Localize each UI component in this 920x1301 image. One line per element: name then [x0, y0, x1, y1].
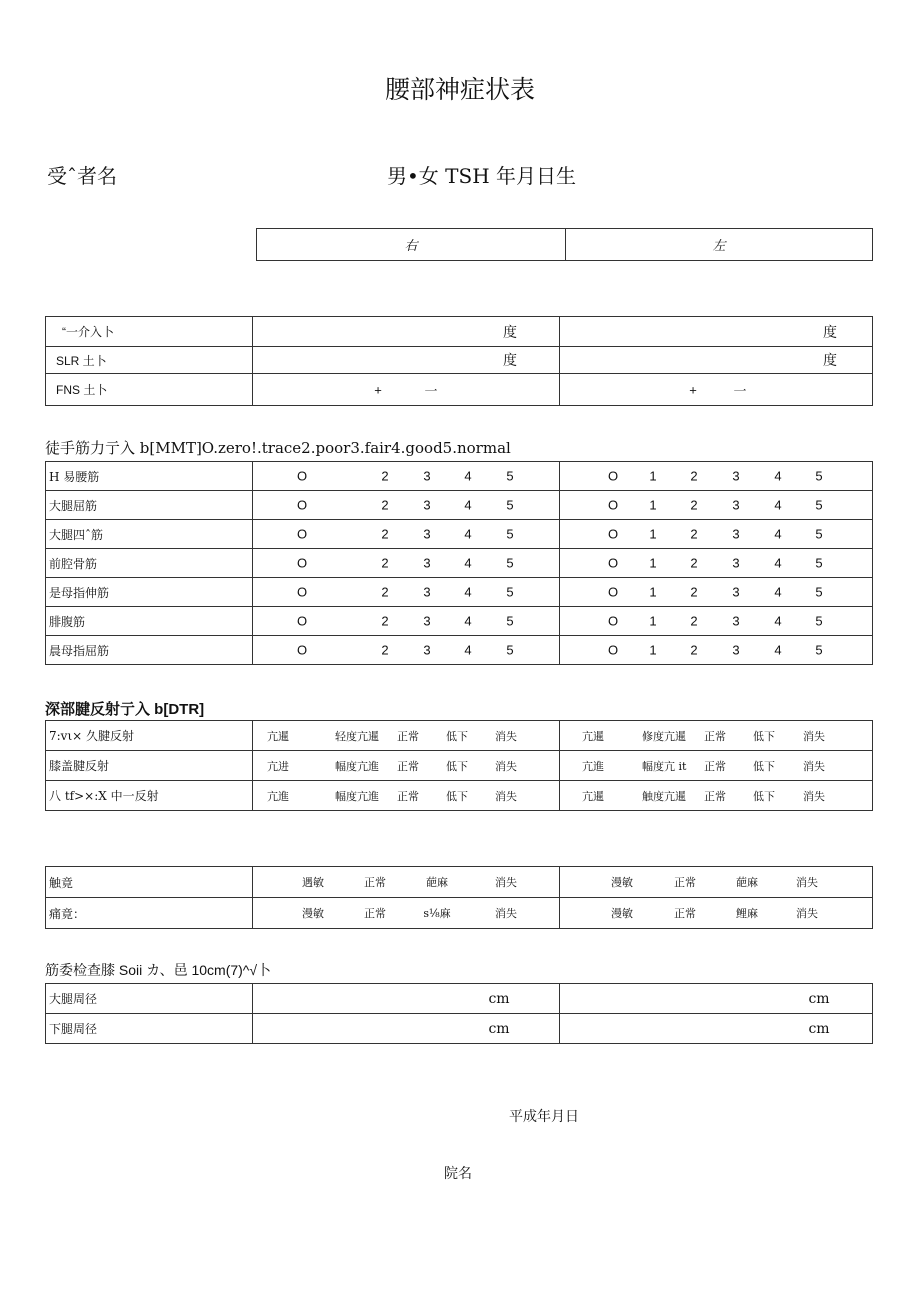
- mmt-grade-right: 5: [506, 497, 514, 513]
- reflex-grade-right: 亢暹: [267, 729, 289, 743]
- muscle-label: 腓腹筋: [46, 607, 253, 636]
- sensory-grade-left: 消失: [796, 876, 818, 889]
- test-label: “一介入卜: [46, 317, 253, 347]
- mmt-grade-left: 1: [649, 613, 657, 629]
- fns-minus-left: 一: [733, 384, 747, 399]
- muscle-label: 晨母指屈筋: [46, 636, 253, 665]
- mmt-grade-left: 4: [774, 584, 782, 600]
- mmt-grade-right: 5: [506, 468, 514, 484]
- mmt-grade-left: 4: [774, 555, 782, 571]
- reflex-grade-right: 消失: [495, 759, 517, 773]
- reflex-grade-right: 亢進: [267, 789, 289, 803]
- reflex-grade-left: 消失: [803, 789, 825, 803]
- sensory-grade-left: 葩麻: [736, 876, 758, 889]
- mmt-grade-left: 5: [815, 555, 823, 571]
- mmt-grade-left: O: [607, 613, 619, 629]
- reflex-grade-right: 低下: [446, 759, 468, 773]
- reflex-grade-right: 亢进: [267, 759, 289, 773]
- sensory-table: [45, 866, 873, 929]
- table-row: [46, 607, 873, 636]
- mmt-grade-right: 3: [423, 526, 431, 542]
- sensory-grade-right: 葩麻: [426, 876, 448, 889]
- mmt-grade-left: O: [607, 584, 619, 600]
- mmt-grade-left: 5: [815, 468, 823, 484]
- reflex-grade-right: 幅度亢進: [335, 789, 379, 803]
- sensory-grade-right: 漫敏: [302, 907, 324, 920]
- mmt-grade-left: 1: [649, 555, 657, 571]
- reflex-grade-left: 亢暹: [582, 729, 604, 743]
- mmt-grade-left: 2: [690, 642, 698, 658]
- muscle-label: 前腔骨筋: [46, 549, 253, 578]
- reflex-grade-right: 低下: [446, 729, 468, 743]
- reflex-grade-right: 正常: [397, 789, 419, 803]
- sex-dob-field: 男•女 TSH 年月日生: [387, 164, 576, 188]
- hospital-name: 院名: [444, 1166, 472, 1182]
- test-value-left: 度: [823, 353, 837, 369]
- sensory-grade-left: 消失: [796, 907, 818, 920]
- mmt-grade-right: 3: [423, 468, 431, 484]
- mmt-grade-right: 3: [423, 613, 431, 629]
- reflex-grade-left: 亢進: [582, 759, 604, 773]
- mmt-grade-right: 5: [506, 613, 514, 629]
- mmt-grade-left: 3: [732, 497, 740, 513]
- mmt-grade-right: O: [296, 526, 308, 542]
- side-header-table: [256, 228, 873, 261]
- table-row: [46, 578, 873, 607]
- mmt-grade-left: O: [607, 642, 619, 658]
- mmt-grade-right: 5: [506, 526, 514, 542]
- side-left-header: 左: [566, 229, 873, 261]
- mmt-grade-right: O: [296, 468, 308, 484]
- sensory-grade-right: 正常: [364, 907, 386, 920]
- muscle-label: 是母指伸筋: [46, 578, 253, 607]
- test-label: SLR 土卜: [46, 347, 253, 374]
- dtr-heading: 深部腱反射亍入 b[DTR]: [45, 701, 205, 718]
- mmt-grade-left: 2: [690, 555, 698, 571]
- mmt-grade-left: 3: [732, 468, 740, 484]
- table-row: [46, 462, 873, 491]
- mmt-grade-left: 3: [732, 584, 740, 600]
- test-value-right: 度: [503, 353, 517, 369]
- mmt-grade-left: 4: [774, 468, 782, 484]
- atrophy-unit-right: cm: [488, 990, 510, 1007]
- sensory-grade-left: 正常: [674, 907, 696, 920]
- mmt-grade-left: 3: [732, 526, 740, 542]
- mmt-grade-right: 4: [464, 497, 472, 513]
- mmt-grade-left: O: [607, 526, 619, 542]
- mmt-grade-right: 2: [381, 497, 389, 513]
- sensory-grade-left: 漫敏: [611, 876, 633, 889]
- dtr-table: [45, 720, 873, 811]
- mmt-grade-right: 4: [464, 555, 472, 571]
- mmt-grade-right: 2: [381, 468, 389, 484]
- mmt-grade-right: 5: [506, 642, 514, 658]
- reflex-grade-right: 幅度亢進: [335, 759, 379, 773]
- sensory-label: 触竟: [46, 867, 253, 898]
- table-row: [46, 374, 873, 406]
- sensory-label: 痛竟：: [46, 898, 253, 929]
- mmt-grade-right: 3: [423, 642, 431, 658]
- mmt-grade-right: 4: [464, 613, 472, 629]
- atrophy-label: 大腿周径: [46, 984, 253, 1014]
- mmt-grade-right: 5: [506, 584, 514, 600]
- mmt-grade-right: 3: [423, 555, 431, 571]
- mmt-grade-left: O: [607, 555, 619, 571]
- mmt-grade-right: 5: [506, 555, 514, 571]
- mmt-grade-right: 4: [464, 526, 472, 542]
- table-row: [46, 867, 873, 898]
- page-title: 腰部神症状表: [384, 75, 535, 104]
- table-row: [46, 751, 873, 781]
- table-row: [46, 898, 873, 929]
- reflex-grade-right: 消失: [495, 789, 517, 803]
- reflex-grade-left: 触度亢暹: [642, 789, 686, 803]
- patient-name-label: 受ˆ者名: [47, 164, 117, 188]
- mmt-grade-left: 1: [649, 468, 657, 484]
- table-row: [46, 636, 873, 665]
- table-row: [46, 721, 873, 751]
- atrophy-label: 下腿周径: [46, 1014, 253, 1044]
- muscle-label: 大腿四ˆ筋: [46, 520, 253, 549]
- reflex-grade-left: 低下: [753, 759, 775, 773]
- mmt-grade-left: 2: [690, 497, 698, 513]
- reflex-grade-left: 正常: [704, 789, 726, 803]
- mmt-grade-left: 5: [815, 497, 823, 513]
- reflex-grade-left: 低下: [753, 729, 775, 743]
- sensory-grade-right: 消失: [495, 907, 517, 920]
- atrophy-unit-left: cm: [808, 1020, 830, 1037]
- mmt-grade-right: 3: [423, 497, 431, 513]
- reflex-grade-right: 轻度亢暹: [335, 729, 379, 743]
- mmt-grade-left: 4: [774, 526, 782, 542]
- tension-tests-table: [45, 316, 873, 406]
- mmt-grade-right: 2: [381, 584, 389, 600]
- test-label: FNS 土卜: [46, 374, 253, 406]
- mmt-grade-left: 4: [774, 613, 782, 629]
- mmt-grade-left: 3: [732, 613, 740, 629]
- test-value-left: 度: [823, 324, 837, 341]
- reflex-grade-right: 正常: [397, 759, 419, 773]
- mmt-grade-left: 2: [690, 613, 698, 629]
- mmt-grade-left: 4: [774, 642, 782, 658]
- sensory-grade-right: 消失: [495, 876, 517, 889]
- reflex-label: 八 tf>×:X 中一反射: [46, 781, 253, 811]
- mmt-grade-left: 5: [815, 584, 823, 600]
- reflex-grade-left: 低下: [753, 789, 775, 803]
- muscle-label: 大腿屈筋: [46, 491, 253, 520]
- fns-plus-right: +: [374, 382, 382, 397]
- test-value-right: 度: [503, 324, 517, 341]
- reflex-label: 膝盖腱反射: [46, 751, 253, 781]
- mmt-grade-right: 4: [464, 468, 472, 484]
- table-row: [46, 984, 873, 1014]
- mmt-grade-left: 2: [690, 468, 698, 484]
- atrophy-table: [45, 983, 873, 1044]
- mmt-grade-left: O: [607, 497, 619, 513]
- mmt-grade-right: 4: [464, 642, 472, 658]
- atrophy-unit-left: cm: [808, 990, 830, 1007]
- atrophy-unit-right: cm: [488, 1020, 510, 1037]
- mmt-grade-left: 5: [815, 526, 823, 542]
- reflex-grade-left: 消失: [803, 729, 825, 743]
- table-row: [46, 491, 873, 520]
- reflex-grade-right: 正常: [397, 729, 419, 743]
- mmt-grade-left: 3: [732, 642, 740, 658]
- sensory-grade-right: 正常: [364, 876, 386, 889]
- reflex-grade-right: 低下: [446, 789, 468, 803]
- table-row: [46, 549, 873, 578]
- mmt-grade-left: 1: [649, 642, 657, 658]
- mmt-grade-left: 1: [649, 584, 657, 600]
- sensory-grade-right: 遇敏: [302, 876, 324, 889]
- mmt-grade-left: 4: [774, 497, 782, 513]
- mmt-grade-right: 2: [381, 613, 389, 629]
- fns-minus-right: 一: [424, 384, 438, 399]
- sensory-grade-left: 正常: [674, 876, 696, 889]
- reflex-grade-right: 消失: [495, 729, 517, 743]
- mmt-grade-left: 1: [649, 497, 657, 513]
- reflex-grade-left: 正常: [704, 759, 726, 773]
- mmt-grade-left: 5: [815, 613, 823, 629]
- mmt-table: [45, 461, 873, 665]
- reflex-grade-left: 亢暹: [582, 789, 604, 803]
- mmt-grade-right: 2: [381, 642, 389, 658]
- mmt-grade-right: O: [296, 497, 308, 513]
- mmt-heading: 徒手筋力亍入 b[MMT]O.zero!.trace2.poor3.fair4.good5.normal: [45, 439, 511, 457]
- mmt-grade-right: 2: [381, 555, 389, 571]
- reflex-grade-left: 幅度亢 it: [642, 759, 687, 773]
- mmt-grade-right: 3: [423, 584, 431, 600]
- fns-plus-left: +: [689, 382, 697, 397]
- table-row: [46, 781, 873, 811]
- mmt-grade-left: 2: [690, 526, 698, 542]
- mmt-grade-right: 2: [381, 526, 389, 542]
- muscle-label: H 易腰筋: [46, 462, 253, 491]
- sensory-grade-left: 漫敏: [611, 907, 633, 920]
- mmt-grade-right: 4: [464, 584, 472, 600]
- table-row: [46, 317, 873, 347]
- atrophy-heading: 筋委检查膝 Soii カ、邑 10cm(7)^√卜: [45, 962, 272, 978]
- mmt-grade-right: O: [296, 642, 308, 658]
- date-line: 平成年月日: [509, 1109, 579, 1125]
- sensory-grade-left: 鲤麻: [736, 907, 758, 920]
- table-row: [46, 347, 873, 374]
- mmt-grade-left: 3: [732, 555, 740, 571]
- table-row: [46, 1014, 873, 1044]
- side-right-header: 右: [257, 229, 566, 261]
- sensory-grade-right: s⅛麻: [423, 907, 451, 920]
- mmt-grade-left: 1: [649, 526, 657, 542]
- mmt-grade-right: O: [296, 613, 308, 629]
- mmt-grade-left: O: [607, 468, 619, 484]
- mmt-grade-left: 5: [815, 642, 823, 658]
- mmt-grade-left: 2: [690, 584, 698, 600]
- mmt-grade-right: O: [296, 555, 308, 571]
- reflex-grade-left: 修度亢暹: [642, 729, 686, 743]
- reflex-grade-left: 正常: [704, 729, 726, 743]
- reflex-label: 7:vι× 久腱反射: [46, 721, 253, 751]
- table-row: [46, 520, 873, 549]
- mmt-grade-right: O: [296, 584, 308, 600]
- reflex-grade-left: 消失: [803, 759, 825, 773]
